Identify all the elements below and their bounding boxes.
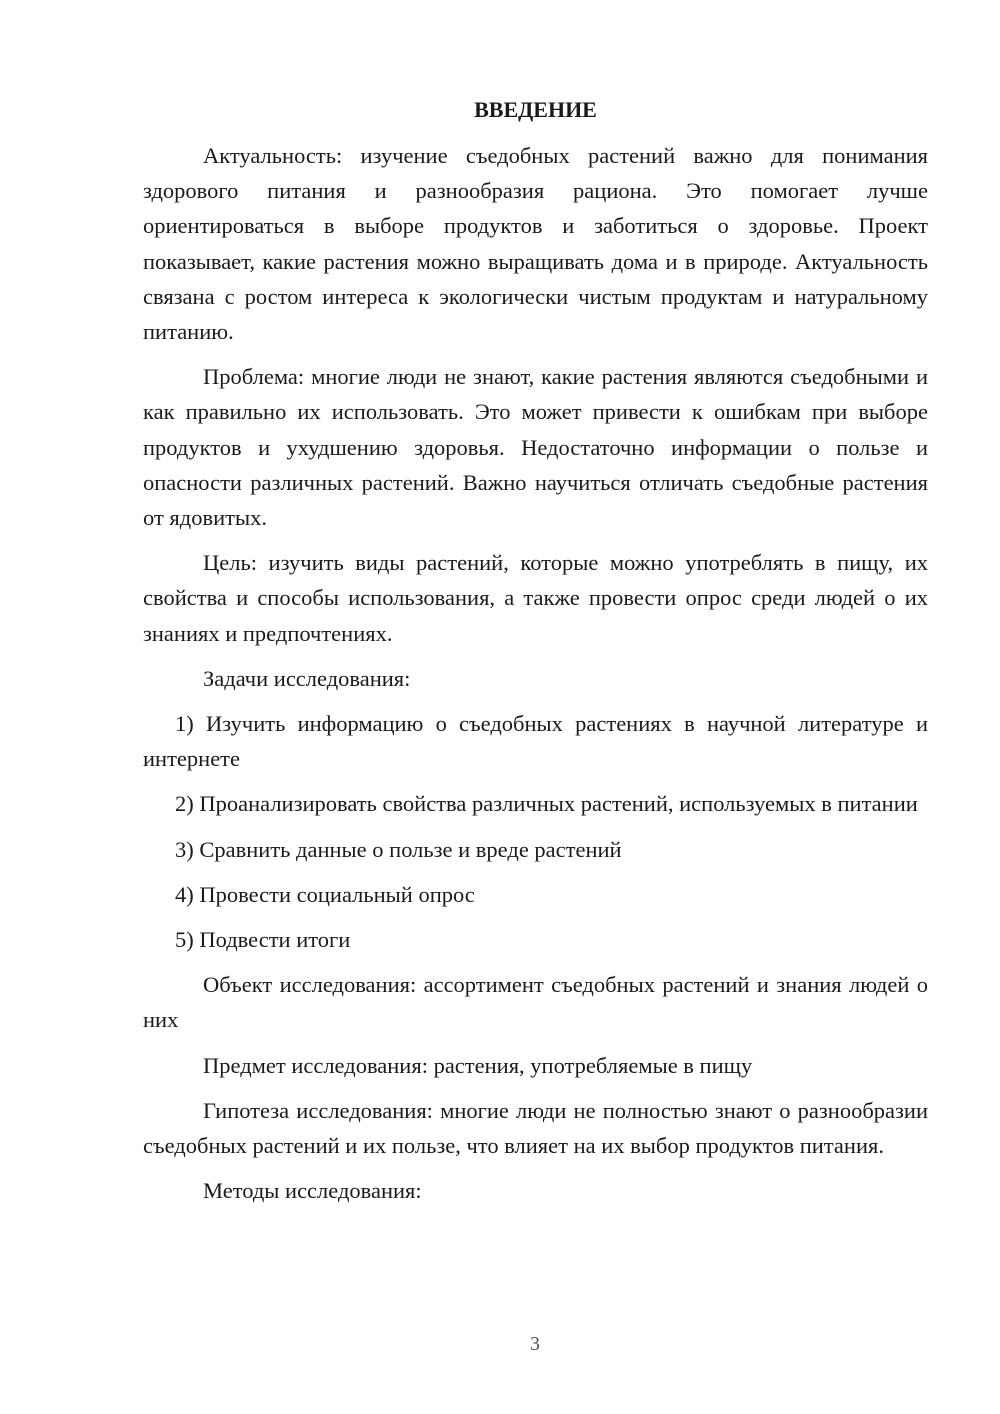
tasks-heading: Задачи исследования: — [203, 665, 411, 691]
goal-paragraph: Цель: изучить виды растений, которые можно употреблять в пищу, их свойства и способы использования, а также провести опрос среди людей о их знаниях и предпочтениях. — [143, 550, 928, 646]
page-content — [143, 92, 928, 1218]
subject-paragraph: Предмет исследования: растения, употребляемые в пищу — [203, 1052, 753, 1078]
hypothesis-paragraph: Гипотеза исследования: многие люди не полностью знают о разнообразии съедобных растений и их пользе, что влияет на их выбор продуктов питания. — [143, 1097, 928, 1159]
task-item-3: 3) Сравнить данные о пользе и вреде растений — [175, 836, 622, 862]
methods-heading: Методы исследования: — [203, 1178, 422, 1204]
task-item-5: 5) Подвести итоги — [175, 927, 351, 953]
task-item-2: 2) Проанализировать свойства различных растений, используемых в питании — [175, 791, 918, 817]
relevance-paragraph: Актуальность: изучение съедобных растений важно для понимания здорового питания и разнообразия рациона. Это помогает лучше ориентироваться в выборе продуктов и заботиться о здоровье. Проект показывает, какие растения можно выращивать дома и в природе. Актуальность связана с ростом интереса к экологически чистым продуктам и натуральному питанию. — [143, 143, 928, 345]
object-paragraph: Объект исследования: ассортимент съедобных растений и знания людей о них — [143, 972, 928, 1033]
task-item-1: 1) Изучить информацию о съедобных растениях в научной литературе и интернете — [143, 711, 928, 772]
page-title: ВВЕДЕНИЕ — [474, 97, 597, 122]
task-item-4: 4) Провести социальный опрос — [175, 881, 475, 907]
problem-paragraph: Проблема: многие люди не знают, какие растения являются съедобными и как правильно их использовать. Это может привести к ошибкам при выборе продуктов и ухудшению здоровья. Недостаточно информации о пользе и опасности различных растений. Важно научиться отличать съедобные растения от ядовитых. — [143, 364, 928, 531]
page-number: 3 — [530, 1333, 540, 1355]
